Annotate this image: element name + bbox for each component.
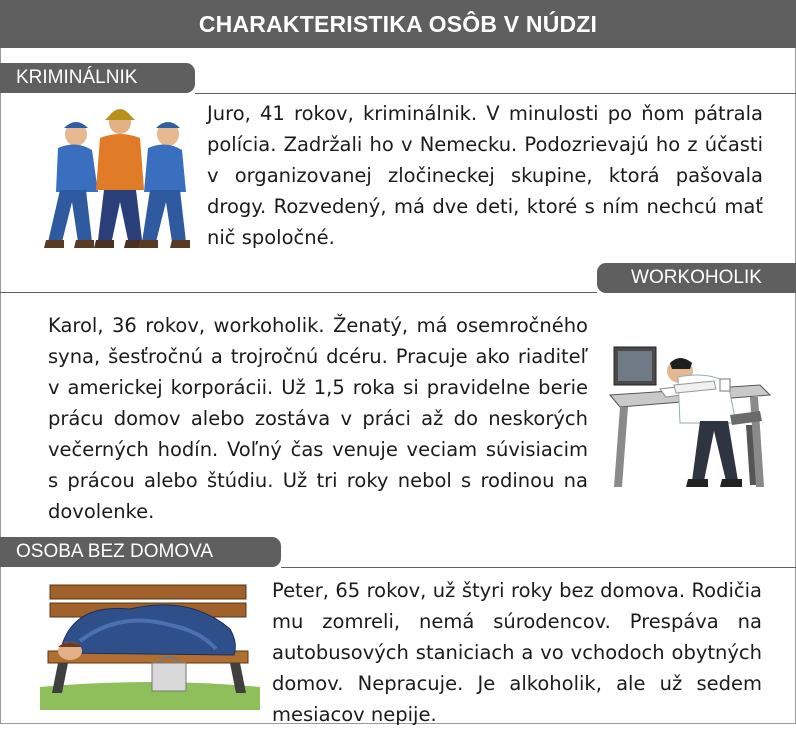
homeless-description: Peter, 65 rokov, už štyri roky bez domova. Rodičia mu zomreli, nemá súrodencov. Prespáva na autobusových staniciach a vo vchodoch obytných domov. Nepracuje. Je alkoholik, ale už sedem mesiacov nepije.: [272, 579, 762, 726]
page-title: CHARAKTERISTIKA OSÔB V NÚDZI: [0, 0, 796, 48]
workaholic-description: Karol, 36 rokov, workoholik. Ženatý, má osemročného syna, šesťročnú a trojročnú dcéru. Pracuje ako riaditeľ v americkej korporácii. Už 1,5 roka si pravidelne berie prácu domov alebo zostáva v práci až do neskorých večerných hodín. Voľný čas venuje veciam súvisiacim s prácou alebo štúdiu. Už tri roky nebol s rodinou na dovolenke.: [48, 314, 588, 523]
criminal-description: Juro, 41 rokov, kriminálnik. V minulosti po ňom pátrala polícia. Zadržali ho v Nemecku. Podozrievajú ho z účasti v organizovanej zločineckej skupine, ktorá pašovala drogy. Rozvedený, má dve deti, ktoré s ním nechcú mať nič spoločné.: [207, 102, 763, 249]
section-divider: [0, 292, 597, 293]
arrested-man-illustration: [40, 100, 200, 260]
section-label-workaholic: WORKOHOLIK: [597, 263, 796, 293]
section-label-homeless: OSOBA BEZ DOMOVA: [0, 537, 281, 567]
section-divider: [195, 93, 796, 94]
homeless-on-bench-illustration: [40, 575, 260, 710]
sleeping-office-worker-illustration: [600, 325, 780, 505]
section-label-criminal: KRIMINÁLNIK: [0, 63, 195, 93]
section-divider: [281, 567, 796, 568]
